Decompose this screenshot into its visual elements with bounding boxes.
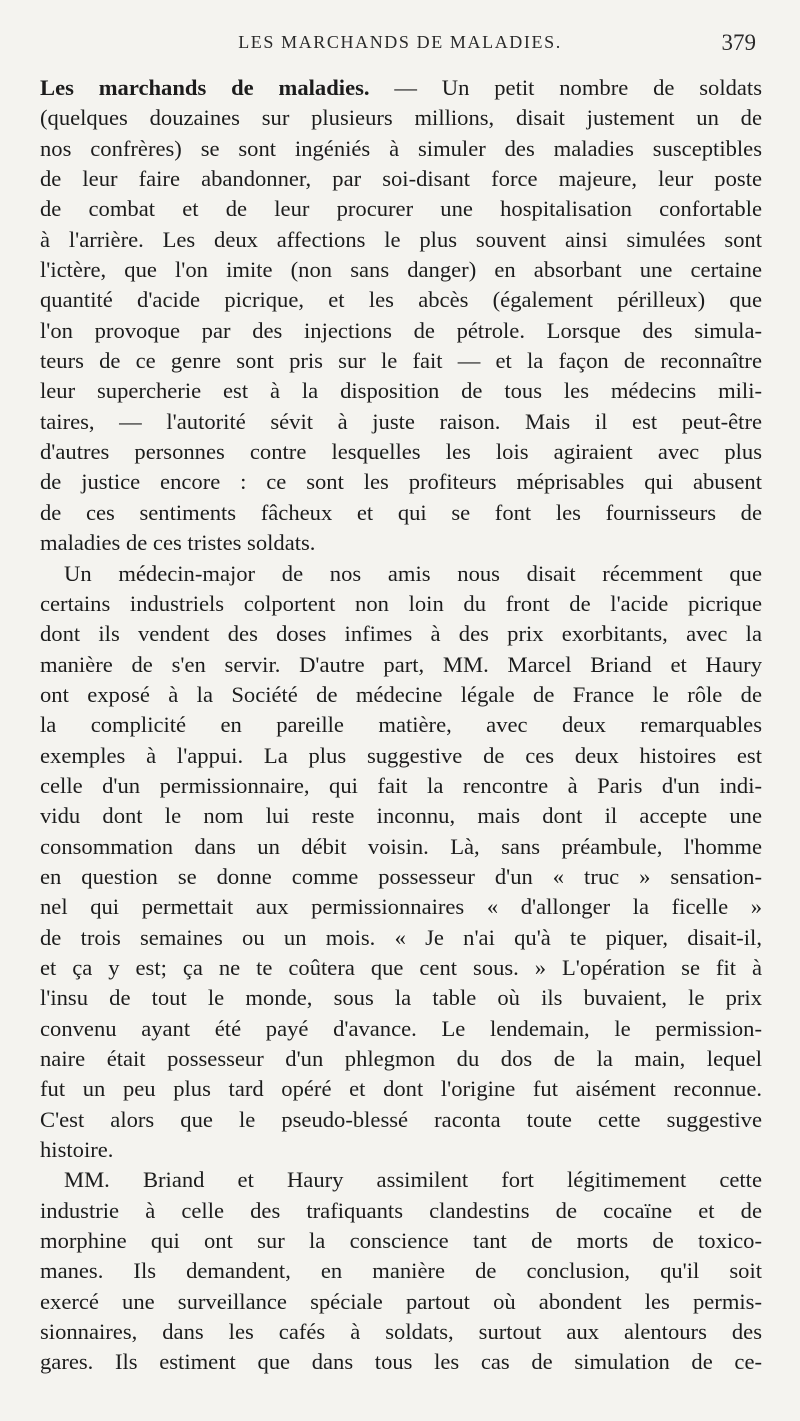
text-line-content: — Un petit nombre de soldats (369, 75, 762, 100)
text-line: de trois semaines ou un mois. « Je n'ai qu'à te piquer, disait-il, (40, 924, 762, 950)
text-line: Un médecin-major de nos amis nous disait récemment que (64, 560, 762, 586)
text-line: manes. Ils demandent, en manière de conclusion, qu'il soit (40, 1258, 762, 1284)
text-line: exemples à l'appui. La plus suggestive de ces deux histoires est (40, 742, 762, 768)
text-line: leur supercherie est à la disposition de tous les médecins mili- (40, 378, 762, 404)
text-line: à l'arrière. Les deux affections le plus souvent ainsi simulées sont (40, 226, 762, 252)
text-line: nel qui permettait aux permissionnaires « d'allonger la ficelle » (40, 894, 762, 920)
text-line: l'ictère, que l'on imite (non sans danger) en absorbant une certaine (40, 257, 762, 283)
text-line: d'autres personnes contre lesquelles les lois agiraient avec plus (40, 439, 762, 465)
text-line: exercé une surveillance spéciale partout où abondent les permis- (40, 1288, 762, 1314)
text-line: maladies de ces tristes soldats. (40, 530, 316, 556)
text-line: fut un peu plus tard opéré et dont l'origine fut aisément reconnue. (40, 1076, 762, 1102)
text-line: convenu ayant été payé d'avance. Le lendemain, le permission- (40, 1015, 762, 1041)
text-line: l'insu de tout le monde, sous la table où ils buvaient, le prix (40, 985, 762, 1011)
text-line: industrie à celle des trafiquants clandestins de cocaïne et de (40, 1197, 762, 1223)
text-line: nos confrères) se sont ingéniés à simuler des maladies susceptibles (40, 135, 762, 161)
text-line: de combat et de leur procurer une hospitalisation confortable (40, 196, 762, 222)
text-line: la complicité en pareille matière, avec deux remarquables (40, 712, 762, 738)
text-line: (quelques douzaines sur plusieurs millions, disait justement un de (40, 105, 762, 131)
text-line: gares. Ils estiment que dans tous les cas de simulation de ce- (40, 1349, 762, 1375)
page-number: 379 (721, 30, 756, 55)
text-line: teurs de ce genre sont pris sur le fait — et la façon de reconnaître (40, 348, 762, 374)
text-line: ont exposé à la Société de médecine légale de France le rôle de (40, 681, 762, 707)
text-line: en question se donne comme possesseur d'un « truc » sensation- (40, 863, 762, 889)
running-head (40, 32, 760, 62)
text-line: sionnaires, dans les cafés à soldats, surtout aux alentours des (40, 1319, 762, 1345)
text-line: consommation dans un débit voisin. Là, sans préambule, l'homme (40, 833, 762, 859)
text-line: MM. Briand et Haury assimilent fort légitimement cette (64, 1167, 762, 1193)
text-line: manière de s'en servir. D'autre part, MM. Marcel Briand et Haury (40, 651, 762, 677)
body-text (40, 73, 762, 1378)
text-line (40, 73, 762, 103)
text-line: vidu dont le nom lui reste inconnu, mais dont il accepte une (40, 803, 762, 829)
text-line: de justice encore : ce sont les profiteurs méprisables qui abusent (40, 469, 762, 495)
text-line: C'est alors que le pseudo-blessé raconta toute cette suggestive (40, 1106, 762, 1132)
text-line: quantité d'acide picrique, et les abcès (également périlleux) que (40, 287, 762, 313)
text-line: taires, — l'autorité sévit à juste raison. Mais il est peut-être (40, 408, 762, 434)
text-line: et ça y est; ça ne te coûtera que cent sous. » L'opération se fit à (40, 954, 762, 980)
text-line: naire était possesseur d'un phlegmon du dos de la main, lequel (40, 1046, 762, 1071)
text-line: celle d'un permissionnaire, qui fait la rencontre à Paris d'un indi- (40, 772, 762, 798)
text-line: certains industriels colportent non loin du front de l'acide picrique (40, 590, 762, 616)
running-title: LES MARCHANDS DE MALADIES. (238, 32, 562, 52)
text-line: dont ils vendent des doses infimes à des prix exorbitants, avec la (40, 621, 762, 647)
text-line: de leur faire abandonner, par soi-disant force majeure, leur poste (40, 166, 762, 192)
text-line: l'on provoque par des injections de pétrole. Lorsque des simula- (40, 317, 762, 343)
text-line: de ces sentiments fâcheux et qui se font les fournisseurs de (40, 499, 762, 525)
text-line: morphine qui ont sur la conscience tant de morts de toxico- (40, 1228, 762, 1254)
text-line: histoire. (40, 1137, 114, 1163)
section-heading: Les marchands de maladies. (40, 75, 370, 100)
